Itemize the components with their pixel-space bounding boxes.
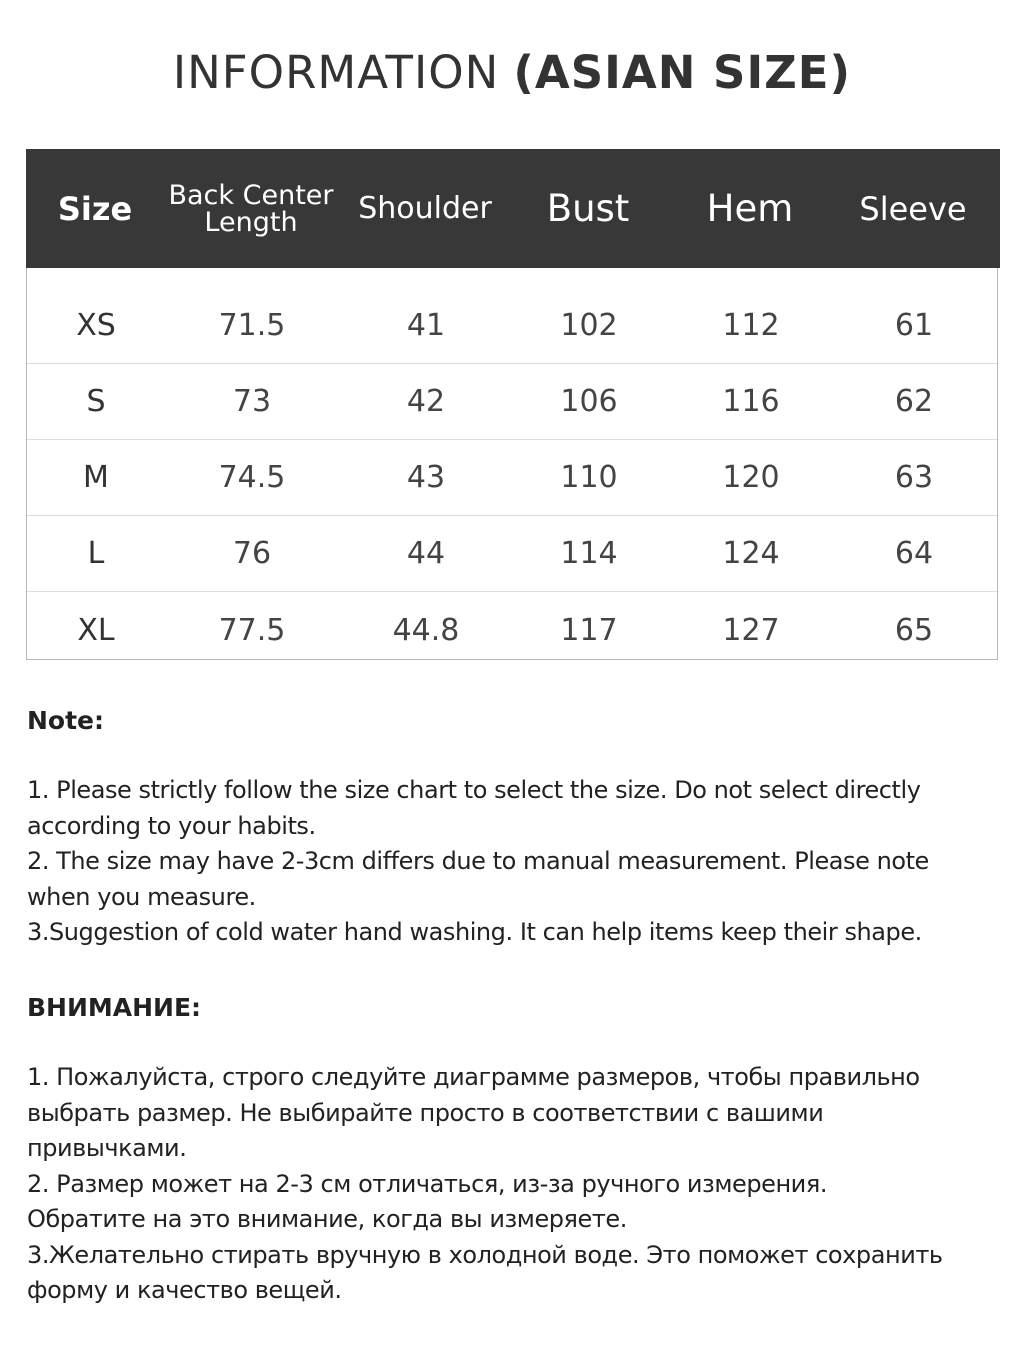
note-line: привычками. bbox=[27, 1134, 187, 1162]
cell-hem: 124 bbox=[722, 536, 780, 571]
note-line: форму и качество вещей. bbox=[27, 1276, 342, 1304]
header-size: Size bbox=[57, 189, 133, 228]
cell-bust: 110 bbox=[560, 460, 618, 495]
table-row bbox=[27, 440, 997, 516]
cell-size: L bbox=[87, 536, 105, 571]
note-list bbox=[27, 773, 1002, 951]
cell-size: M bbox=[83, 460, 109, 495]
size-table bbox=[26, 149, 998, 660]
note-line: 2. The size may have 2-3cm differs due to manual measurement. Please note bbox=[27, 847, 929, 875]
note-line: when you measure. bbox=[27, 882, 256, 911]
header-bust: Bust bbox=[546, 187, 630, 230]
header-shoulder: Shoulder bbox=[358, 190, 492, 226]
header-back-line1: Back Center bbox=[168, 179, 334, 211]
cell-back-center-length: 73 bbox=[232, 384, 272, 419]
header-hem: Hem bbox=[706, 187, 794, 230]
cell-bust: 117 bbox=[560, 612, 618, 648]
cell-hem: 120 bbox=[722, 460, 780, 495]
table-row bbox=[27, 364, 997, 440]
table-header bbox=[26, 149, 1000, 268]
cell-sleeve: 64 bbox=[894, 536, 934, 571]
title-light: INFORMATION bbox=[172, 46, 500, 99]
cell-shoulder: 42 bbox=[406, 384, 446, 419]
note-russian bbox=[27, 993, 1002, 1309]
table-row bbox=[27, 288, 997, 364]
cell-bust: 102 bbox=[560, 308, 618, 343]
header-sleeve: Sleeve bbox=[859, 189, 967, 228]
cell-sleeve: 62 bbox=[894, 384, 934, 419]
header-back-line2: Length bbox=[204, 206, 298, 238]
cell-size: XS bbox=[76, 308, 116, 343]
cell-hem: 116 bbox=[722, 384, 780, 419]
table-body bbox=[27, 288, 997, 668]
note-list-ru bbox=[27, 1060, 1002, 1309]
note-line: 3.Желательно стирать вручную в холодной воде. Это поможет сохранить bbox=[27, 1240, 943, 1269]
table-row bbox=[27, 592, 997, 668]
cell-sleeve: 63 bbox=[894, 460, 934, 495]
header-back-center-length bbox=[164, 149, 338, 268]
cell-shoulder: 44.8 bbox=[392, 612, 460, 648]
cell-hem: 112 bbox=[722, 308, 780, 343]
cell-shoulder: 44 bbox=[406, 536, 446, 571]
note-english bbox=[27, 706, 1002, 951]
note-line: выбрать размер. Не выбирайте просто в соответствии с вашими bbox=[27, 1098, 824, 1127]
note-line: according to your habits. bbox=[27, 811, 316, 840]
cell-sleeve: 65 bbox=[894, 612, 934, 648]
cell-back-center-length: 77.5 bbox=[218, 612, 286, 648]
cell-size: XL bbox=[77, 612, 115, 648]
cell-size: S bbox=[86, 384, 106, 419]
note-line: 1. Пожалуйста, строго следуйте диаграмме размеров, чтобы правильно bbox=[27, 1063, 920, 1091]
cell-bust: 114 bbox=[560, 536, 618, 571]
note-line: 3.Suggestion of cold water hand washing. It can help items keep their shape. bbox=[27, 918, 922, 946]
cell-back-center-length: 76 bbox=[232, 536, 272, 571]
title-bold: (ASIAN SIZE) bbox=[513, 46, 852, 99]
cell-shoulder: 43 bbox=[406, 460, 446, 495]
note-line: 2. Размер может на 2-3 см отличаться, из-за ручного измерения. bbox=[27, 1169, 827, 1198]
cell-hem: 127 bbox=[722, 612, 780, 648]
cell-sleeve: 61 bbox=[894, 308, 934, 343]
cell-bust: 106 bbox=[560, 384, 618, 419]
note-heading: Note: bbox=[27, 706, 105, 735]
note-line: Обратите на это внимание, когда вы измеряете. bbox=[27, 1205, 627, 1233]
note-heading-ru: ВНИМАНИЕ: bbox=[27, 993, 202, 1022]
cell-shoulder: 41 bbox=[406, 308, 446, 343]
page-title bbox=[0, 46, 1024, 99]
table-row bbox=[27, 516, 997, 592]
cell-back-center-length: 74.5 bbox=[218, 460, 286, 495]
note-line: 1. Please strictly follow the size chart to select the size. Do not select directly bbox=[27, 776, 921, 804]
cell-back-center-length: 71.5 bbox=[218, 308, 286, 343]
